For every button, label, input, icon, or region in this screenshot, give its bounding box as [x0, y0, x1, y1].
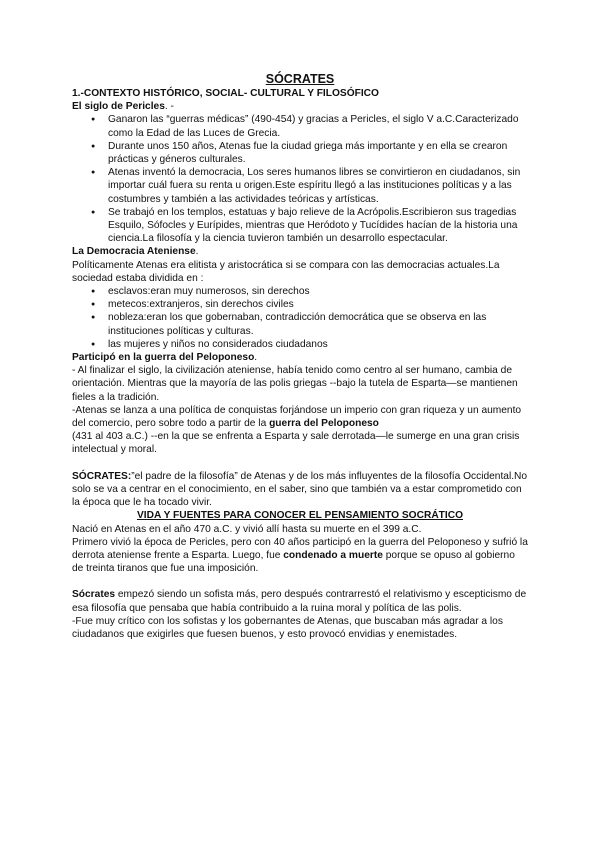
socrates-label: SÓCRATES:: [72, 470, 132, 482]
list-item: ● esclavos:eran muy numerosos, sin derechos: [108, 285, 528, 298]
subheading-democracia: [72, 245, 528, 258]
peloponeso-para2-bold: guerra del Peloponeso: [269, 418, 379, 430]
subheading-democracia-text: La Democracia Ateniense: [72, 246, 196, 258]
spacer: [72, 575, 528, 588]
vida-line2-end: porque se opuso al gobierno de treinta tiranos que fue una imposición.: [72, 549, 515, 575]
document-content: [72, 72, 528, 641]
vida-line-2: [72, 536, 528, 576]
list-item: ● Ganaron las “guerras médicas” (490-454) y gracias a Pericles, el siglo V a.C.Caracterizado como la Edad de las Luces de Grecia.: [108, 113, 528, 139]
socrates-text: ”el padre de la filosofía” de Atenas y de los más influyentes de la filosofía Occidental.No solo se va a centrar en el conocimiento, en el saber, sino que también va a estar comprometido con la época que le ha tocado vivir.: [72, 470, 528, 509]
subheading-pericles-text: El siglo de Pericles: [72, 101, 165, 113]
subheading-pericles: [72, 100, 528, 113]
list-item: ● las mujeres y niños no considerados ciudadanos: [108, 338, 528, 351]
vida-line2-bold: condenado a muerte: [283, 549, 383, 561]
peloponeso-paragraph-3: (431 al 403 a.C.) --en la que se enfrenta a Esparta y sale derrotada—le sumerge en una gran crisis intelectual y moral.: [72, 431, 520, 456]
peloponeso-para2-start: -Atenas se lanza a una política de conquistas forjándose un imperio con gran riqueza y un aumento del comercio, pero sobre todo a partir de la: [72, 404, 522, 430]
peloponeso-paragraph-2: [72, 404, 528, 430]
page-title: SÓCRATES: [265, 72, 335, 86]
list-item: ● Se trabajó en los templos, estatuas y bajo relieve de la Acrópolis.Escribieron sus tragedias Esquilo, Sófocles y Eurípides, mientras que Heródoto y Tucídides hacían de la historia una ciencia.La filosofía y la ciencia tuvieron también un desarrollo espectacular.: [108, 206, 528, 246]
peloponeso-paragraph-1: - Al finalizar el siglo, la civilización ateniense, había tenido como centro al ser humano, cambia de orientación. Mientras que la mayoría de las polis griegas --bajo la tutela de Esparta—se mantienen fieles a la tradición.: [72, 365, 518, 403]
list-item: ● nobleza:eran los que gobernaban, contradicción democrática que se observa en las instituciones políticas y culturas.: [108, 311, 528, 337]
list-item: ● Durante unos 150 años, Atenas fue la ciudad griega más importante y en ella se crearon prácticas y géneros culturales.: [108, 140, 528, 166]
democracia-intro: Políticamente Atenas era elitista y aristocrática si se compara con las democracias actuales.La sociedad estaba dividida en :: [72, 259, 500, 284]
subheading-peloponeso-text: Participó en la guerra del Peloponeso: [72, 352, 255, 364]
society-bullet-list: [72, 285, 528, 351]
spacer: [72, 457, 528, 470]
sofista-text: empezó siendo un sofista más, pero después contrarrestó el relativismo y escepticismo de esa filosofía que pensaba que había contribuido a la ruina moral y política de las polis.: [72, 589, 527, 614]
subheading-democracia-suffix: .: [195, 246, 199, 258]
sofista-paragraph: [72, 588, 528, 614]
subheading-peloponeso-suffix: .: [254, 352, 258, 364]
subheading-pericles-suffix: . -: [164, 101, 174, 113]
vida-line2-start: Primero vivió la época de Pericles, pero con 40 años participó en la guerra del Peloponeso y sufrió la derrota ateniense frente a Esparta. Luego, fue: [72, 536, 528, 561]
section-heading-context: 1.-CONTEXTO HISTÓRICO, SOCIAL- CULTURAL Y FILOSÓFICO: [72, 88, 379, 99]
subheading-peloponeso: [72, 351, 528, 364]
section-heading-vida: VIDA Y FUENTES PARA CONOCER EL PENSAMIENTO SOCRÁTICO: [136, 510, 464, 522]
sofista-bold: Sócrates: [72, 589, 116, 601]
pericles-bullet-list: [72, 113, 528, 245]
list-item: ● Atenas inventó la democracia, Los seres humanos libres se convirtieron en ciudadanos, sin importar cuál fuera su renta u origen.Este espíritu llegó a las instituciones políticas y a las costumbres y también a las actividades teóricas y artísticas.: [108, 166, 528, 206]
socrates-paragraph: [72, 470, 528, 510]
vida-line-1: Nació en Atenas en el año 470 a.C. y vivió allí hasta su muerte en el 399 a.C.: [72, 523, 422, 535]
list-item: ● metecos:extranjeros, sin derechos civiles: [108, 298, 528, 311]
sofista-paragraph-2: -Fue muy crítico con los sofistas y los gobernantes de Atenas, que buscaban más agradar a los ciudadanos que exigirles que fuesen buenos, y esto provocó envidias y enemistades.: [72, 615, 503, 640]
